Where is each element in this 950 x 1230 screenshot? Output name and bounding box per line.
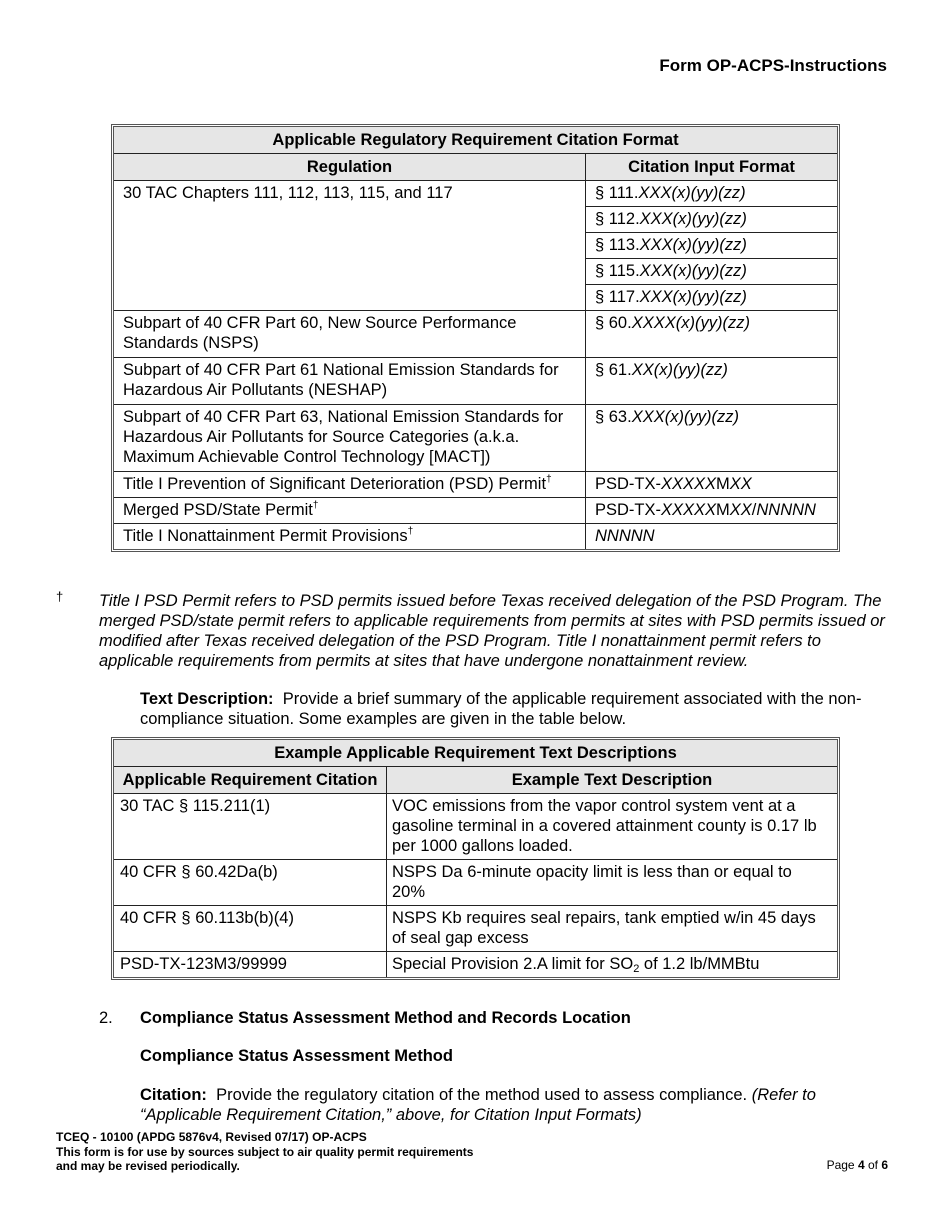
page-number: Page 4 of 6	[826, 1158, 888, 1172]
footnote-text: Title I PSD Permit refers to PSD permits issued before Texas received delegation of the PSD Program. The merged PSD/state permit refers to applicable requirements from permits at sites with PSD permits issued or modified after Texas received delegation of the PSD Program. Title I nonattainment permit refers to applicable requirements from permits at sites that have undergone nonattainment review.	[99, 592, 885, 670]
table-row	[114, 311, 837, 358]
footnote-mark: †	[56, 589, 64, 604]
citation-format-cell: NNNNN	[595, 527, 655, 545]
citation-cell: PSD-TX-123M3/99999	[114, 952, 387, 977]
citation-format-cell: § 112.XXX(x)(yy)(zz)	[586, 207, 837, 233]
section-number: 2.	[99, 1009, 113, 1027]
citation-format-cell: PSD-TX-XXXXXMXX/NNNNN	[586, 498, 837, 524]
citation-cell: 40 CFR § 60.42Da(b)	[114, 860, 387, 906]
regulation-cell: 30 TAC Chapters 111, 112, 113, 115, and 117	[114, 181, 586, 311]
subsection-title: Compliance Status Assessment Method	[140, 1047, 453, 1065]
table-row	[114, 860, 837, 906]
citation-format-cell: PSD-TX-XXXXXMXX	[586, 472, 837, 498]
table-title: Applicable Regulatory Requirement Citation Format	[114, 127, 837, 154]
description-cell: NSPS Da 6-minute opacity limit is less than or equal to 20%	[387, 860, 837, 906]
citation-format-cell: § 113.XXX(x)(yy)(zz)	[586, 233, 837, 259]
description-cell: VOC emissions from the vapor control system vent at a gasoline terminal in a covered attainment county is 0.17 lb per 1000 gallons loaded.	[387, 794, 837, 860]
description-cell: NSPS Kb requires seal repairs, tank emptied w/in 45 days of seal gap excess	[387, 906, 837, 952]
citation-label: Citation:	[140, 1086, 207, 1104]
dagger-mark: †	[407, 526, 414, 537]
citation-paragraph: Citation: Provide the regulatory citation of the method used to assess compliance. (Refer to “Applicable Requirement Citation,” above, for Citation Input Formats)	[140, 1086, 816, 1124]
citation-format-cell: § 60.XXXX(x)(yy)(zz)	[586, 311, 837, 358]
citation-format-table	[111, 124, 840, 552]
table-row	[114, 358, 837, 405]
dagger-mark: †	[312, 500, 319, 511]
description-cell: Special Provision 2.A limit for $SO_2$ of 1.2 lb/MMBtu	[392, 955, 760, 975]
text-description-label: Text Description:	[140, 690, 274, 708]
table-row	[114, 405, 837, 472]
table-row	[114, 498, 837, 524]
section-title: Compliance Status Assessment Method and Records Location	[140, 1009, 631, 1027]
table-row	[114, 524, 837, 549]
regulation-cell: Subpart of 40 CFR Part 63, National Emission Standards for Hazardous Air Pollutants for Source Categories (a.k.a. Maximum Achievable Control Technology [MACT])	[114, 405, 586, 472]
citation-format-cell: § 117.XXX(x)(yy)(zz)	[586, 285, 837, 311]
table-title: Example Applicable Requirement Text Descriptions	[114, 740, 837, 767]
regulation-cell: Title I Nonattainment Permit Provisions†	[114, 524, 586, 549]
form-title: Form OP-ACPS-Instructions	[659, 56, 887, 75]
citation-format-cell: § 63.XXX(x)(yy)(zz)	[586, 405, 837, 472]
table-row	[114, 794, 837, 860]
regulation-cell: Subpart of 40 CFR Part 61 National Emission Standards for Hazardous Air Pollutants (NESHAP)	[114, 358, 586, 405]
table-row	[114, 906, 837, 952]
column-header: Citation Input Format	[586, 154, 837, 181]
text-description-paragraph: Text Description: Provide a brief summary of the applicable requirement associated with the non-compliance situation. Some examples are given in the table below.	[140, 690, 862, 728]
citation-format-cell: § 115.XXX(x)(yy)(zz)	[586, 259, 837, 285]
regulation-cell: Subpart of 40 CFR Part 60, New Source Performance Standards (NSPS)	[114, 311, 586, 358]
citation-cell: 30 TAC § 115.211(1)	[114, 794, 387, 860]
dagger-mark: †	[546, 474, 552, 485]
citation-format-cell: § 61.XX(x)(yy)(zz)	[586, 358, 837, 405]
citation-format-cell: § 111.XXX(x)(yy)(zz)	[586, 181, 837, 207]
column-header: Regulation	[114, 154, 586, 181]
example-descriptions-table	[111, 737, 840, 980]
footer-form-info: TCEQ - 10100 (APDG 5876v4, Revised 07/17) OP-ACPS This form is for use by sources subject to air quality permit requirements and may be revised periodically.	[56, 1130, 474, 1173]
column-header: Applicable Requirement Citation	[114, 767, 387, 794]
regulation-cell: Merged PSD/State Permit†	[114, 498, 586, 524]
table-row	[114, 952, 837, 977]
column-header: Example Text Description	[387, 767, 837, 794]
citation-cell: 40 CFR § 60.113b(b)(4)	[114, 906, 387, 952]
table-row	[114, 472, 837, 498]
regulation-cell: Title I Prevention of Significant Deterioration (PSD) Permit†	[114, 472, 586, 498]
